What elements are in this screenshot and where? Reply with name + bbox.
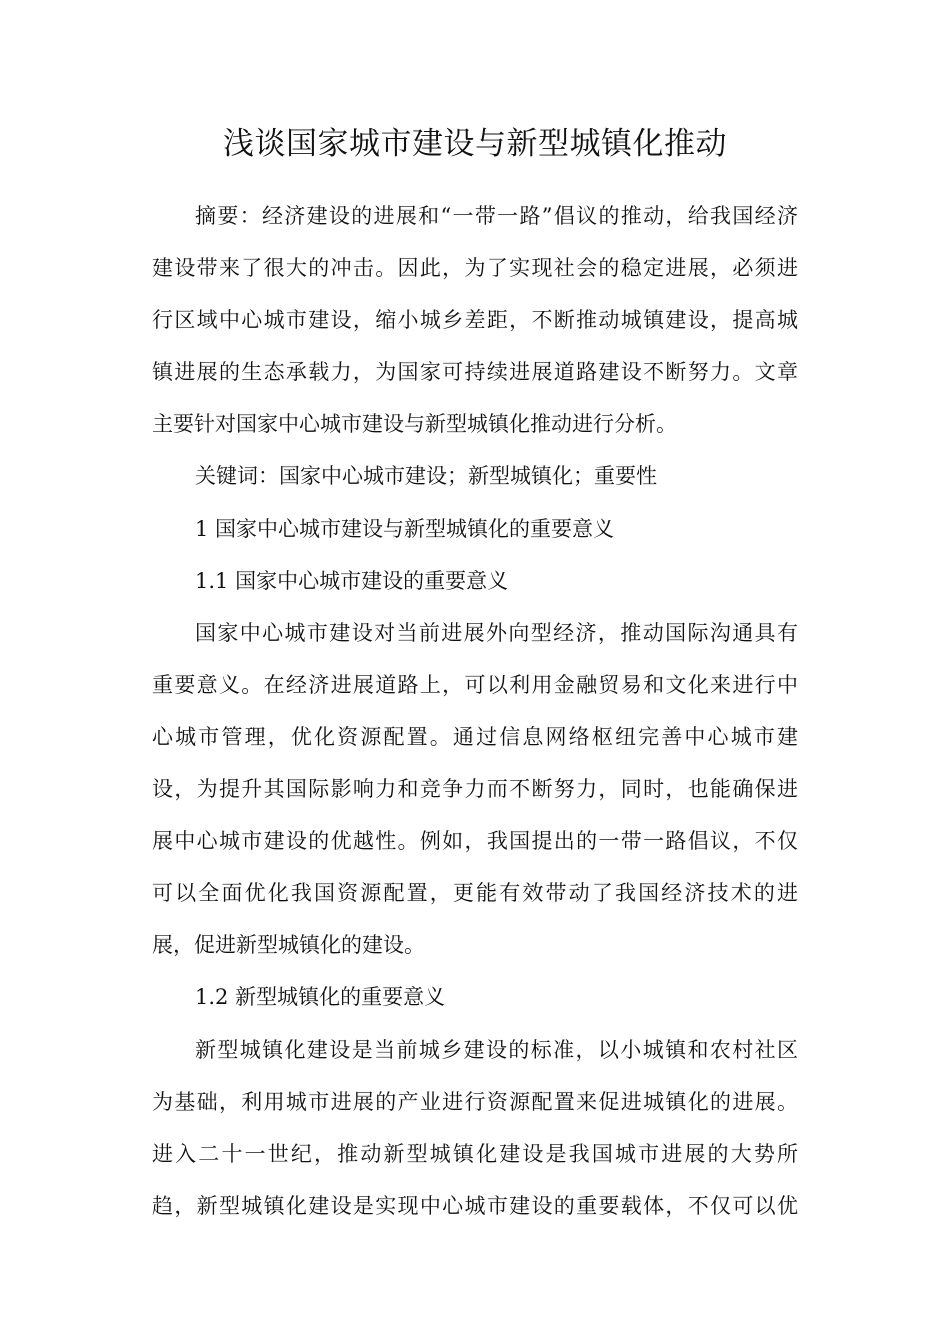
body-text-line: 可以全面优化我国资源配置，更能有效带动了我国经济技术的进 (152, 881, 798, 906)
body-text-line: 新型城镇化建设是当前城乡建设的标准，以小城镇和农村社区 (195, 1037, 798, 1062)
body-text-line: 心城市管理，优化资源配置。通过信息网络枢纽完善中心城市建 (152, 724, 798, 749)
body-text-line: 摘要：经济建设的进展和“一带一路”倡议的推动，给我国经济 (195, 204, 798, 228)
body-text-line: 1.1 国家中心城市建设的重要意义 (195, 568, 509, 593)
body-text-line: 展中心城市建设的优越性。例如，我国提出的一带一路倡议，不仅 (152, 829, 798, 854)
body-text-line: 关键词：国家中心城市建设；新型城镇化；重要性 (195, 464, 657, 489)
body-text-line: 1 国家中心城市建设与新型城镇化的重要意义 (195, 516, 615, 541)
body-text-line: 进入二十一世纪，推动新型城镇化建设是我国城市进展的大势所 (152, 1141, 798, 1166)
body-text-line: 建设带来了很大的冲击。因此，为了实现社会的稳定进展，必须进 (152, 256, 798, 281)
body-text-line: 为基础，利用城市进展的产业进行资源配置来促进城镇化的进展。 (152, 1089, 798, 1114)
body-text-line: 设，为提升其国际影响力和竞争力而不断努力，同时，也能确保进 (152, 777, 798, 802)
body-text-line: 行区域中心城市建设，缩小城乡差距，不断推动城镇建设，提高城 (152, 308, 798, 333)
body-text-line: 主要针对国家中心城市建设与新型城镇化推动进行分析。 (152, 412, 677, 437)
body-text-line: 1.2 新型城镇化的重要意义 (195, 985, 446, 1010)
body-text-line: 趋，新型城镇化建设是实现中心城市建设的重要载体，不仅可以优 (152, 1193, 798, 1218)
document-title: 浅谈国家城市建设与新型城镇化推动 (223, 126, 727, 162)
body-text-line: 镇进展的生态承载力，为国家可持续进展道路建设不断努力。文章 (152, 360, 798, 385)
body-text-line: 国家中心城市建设对当前进展外向型经济，推动国际沟通具有 (195, 620, 798, 645)
document-body (152, 190, 798, 1232)
body-text-line: 重要意义。在经济进展道路上，可以利用金融贸易和文化来进行中 (152, 672, 798, 697)
body-text-line: 展，促进新型城镇化的建设。 (152, 933, 425, 958)
